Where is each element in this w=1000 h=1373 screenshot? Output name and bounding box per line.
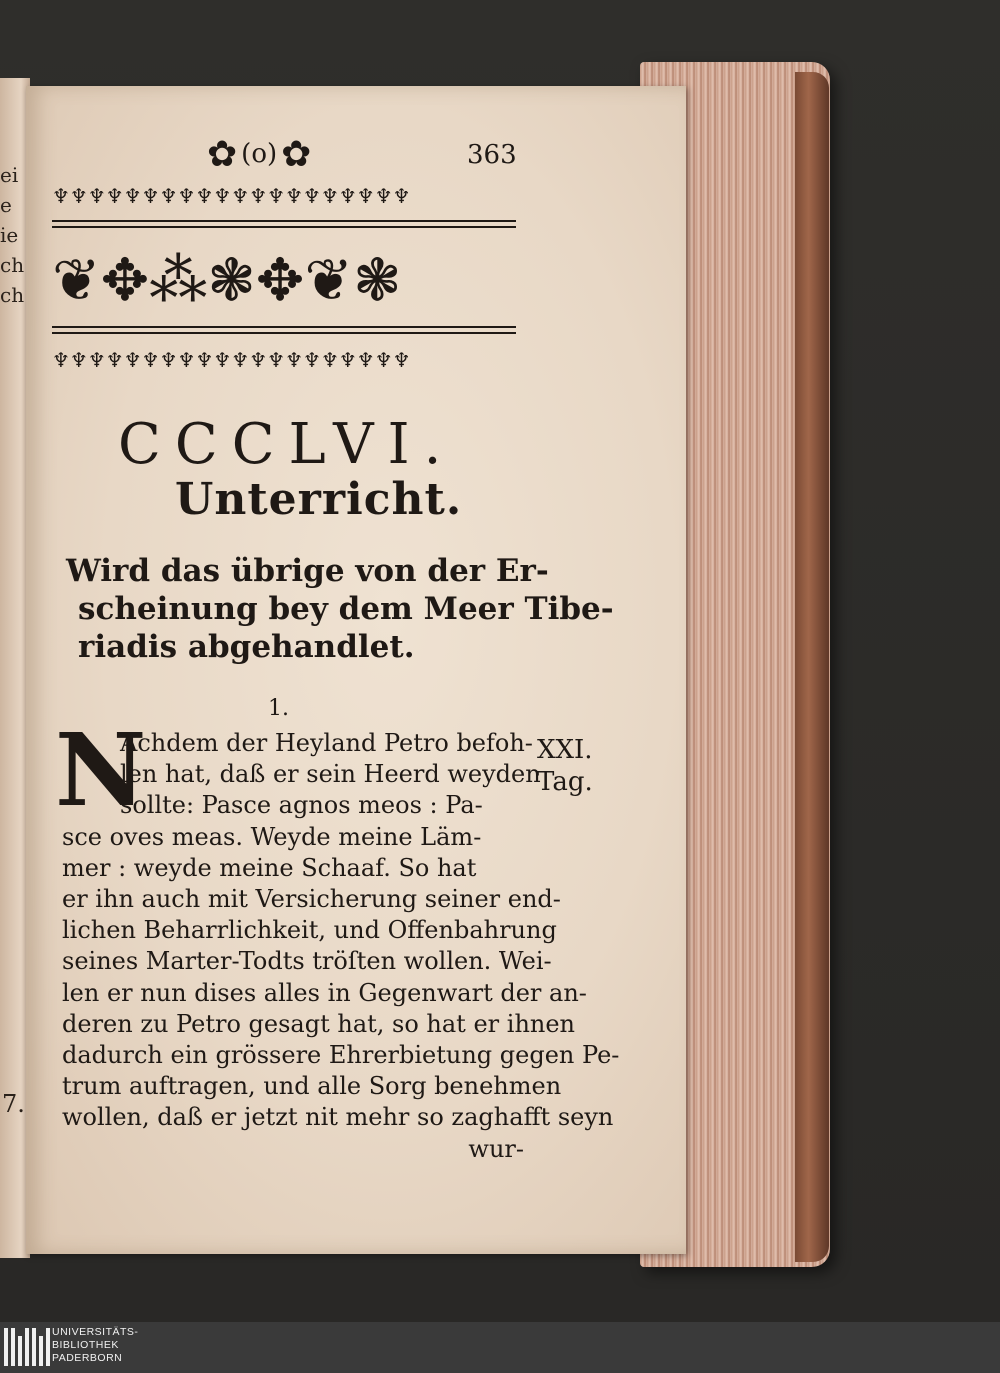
headpiece-rule	[52, 220, 516, 222]
library-name-line: BIBLIOTHEK	[52, 1339, 119, 1351]
left-fragment: ei	[0, 163, 19, 187]
text-line: sollte: Pasce agnos meos : Pa-	[120, 791, 483, 820]
chapter-number: CCCLVI.	[118, 412, 456, 477]
margin-note-line: Tag.	[537, 767, 593, 797]
library-footer	[0, 1322, 1000, 1373]
text-line: sce oves meas. Weyde meine Läm-	[62, 822, 482, 851]
text-line: wollen, daß er jetzt nit mehr so zaghafft seyn	[62, 1103, 614, 1132]
chapter-subtitle	[66, 552, 614, 666]
drop-cap: N	[55, 711, 147, 829]
library-name-line: UNIVERSITÄTS-	[52, 1326, 139, 1338]
text-line: er ihn auch mit Versicherung seiner end-	[62, 885, 561, 914]
text-line: seines Marter-Todts tröſten wollen. Wei-	[62, 947, 552, 976]
left-fragment: e	[0, 193, 12, 217]
text-line: lichen Beharrlichkeit, und Offenbahrung	[62, 916, 557, 945]
flower-ornament-icon: ✿	[207, 134, 238, 175]
text-line: dadurch ein grössere Ehrerbietung gegen Pe-	[62, 1041, 620, 1070]
text-line: trum auftragen, und alle Sorg benehmen	[62, 1072, 562, 1101]
header-bracket: (o)	[241, 139, 278, 169]
chapter-title: Unterricht.	[175, 474, 463, 525]
book-cover-edge	[795, 72, 829, 1262]
library-name-line: PADERBORN	[52, 1352, 123, 1364]
headpiece-rule	[52, 226, 516, 228]
page-number: 363	[467, 140, 517, 170]
subtitle-line: Wird das übrige von der Er-	[66, 553, 549, 589]
ornamental-headpiece	[52, 176, 516, 386]
margin-note	[537, 734, 593, 798]
text-line: Achdem der Heyland Petro befoh-	[120, 729, 533, 757]
left-fragment: ie	[0, 223, 19, 247]
section-number: 1.	[268, 696, 289, 721]
headpiece-bottom-band: ♆♆♆♆♆♆♆♆♆♆♆♆♆♆♆♆♆♆♆♆	[52, 348, 411, 372]
catchword: wur-	[468, 1134, 524, 1163]
text-line: len er nun dises alles in Gegenwart der an-	[62, 978, 587, 1007]
margin-note-line: XXI.	[537, 735, 593, 765]
headpiece-middle-band: ❦✥⁂❃✥❦❃	[52, 246, 402, 314]
text-line: mer : weyde meine Schaaf. So hat	[62, 853, 477, 882]
left-page-text-fragments	[0, 160, 25, 310]
text-line: len hat, daß er sein Heerd weyden	[120, 760, 541, 789]
headpiece-rule	[52, 326, 516, 328]
subtitle-line: scheinung bey dem Meer Tibe-	[78, 591, 614, 627]
subtitle-line: riadis abgehandlet.	[78, 629, 415, 665]
left-fragment: ch	[0, 283, 25, 307]
headpiece-rule	[52, 332, 516, 334]
left-page-mark: 7.	[2, 1090, 25, 1118]
left-fragment: ch	[0, 253, 25, 277]
text-line: deren zu Petro gesagt hat, so hat er ihnen	[62, 1009, 576, 1038]
header-ornament	[207, 136, 311, 173]
library-name	[52, 1326, 138, 1365]
headpiece-top-band: ♆♆♆♆♆♆♆♆♆♆♆♆♆♆♆♆♆♆♆♆	[52, 184, 411, 208]
flower-ornament-icon: ✿	[281, 134, 312, 175]
library-logo-icon	[4, 1328, 50, 1366]
